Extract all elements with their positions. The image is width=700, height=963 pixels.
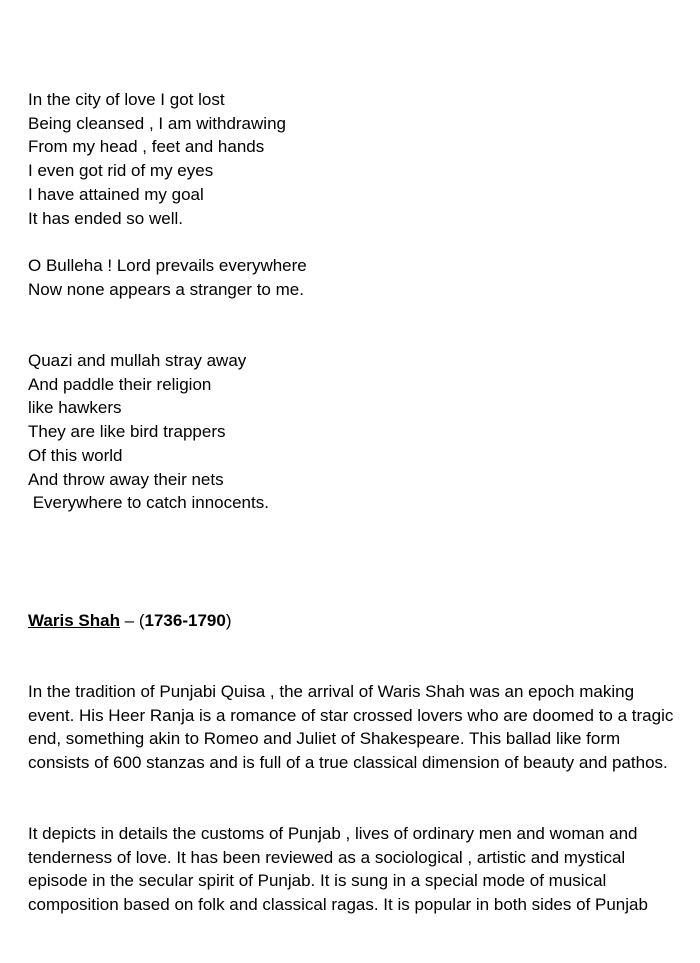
poem-line: like hawkers [28,398,122,418]
poem-line: And paddle their religion [28,374,212,394]
section-heading-name: Waris Shah [28,611,120,630]
poem-stanza-3 [28,349,269,515]
poem-line: It has ended so well. [28,208,183,228]
poem-stanza-2 [28,254,307,301]
poem-line: Of this world [28,445,123,465]
body-paragraph-1: In the tradition of Punjabi Quisa , the arrival of Waris Shah was an epoch making event. His Heer Ranja is a romance of star crossed lovers who are doomed to a tragic end, something akin to Romeo and Juliet of Shakespeare. This ballad like form consists of 600 stanzas and is full of a true classical dimension of beauty and pathos. [28,682,674,773]
poem-line: They are like bird trappers [28,422,226,442]
poem-stanza-1 [28,88,286,230]
poem-line: And throw away their nets [28,469,224,489]
section-heading-close: ) [225,611,232,630]
poem-line: Being cleansed , I am withdrawing [28,113,286,133]
section-heading-dash: – ( [119,611,145,630]
poem-line: Quazi and mullah stray away [28,351,247,370]
poem-line: In the city of love I got lost [28,90,225,109]
poem-line: Everywhere to catch innocents. [28,493,269,513]
body-paragraph-2: It depicts in details the customs of Punjab , lives of ordinary men and woman and tenderness of love. It has been reviewed as a sociological , artistic and mystical episode in the secular spirit of Punjab. It is sung in a special mode of musical composition based on folk and classical ragas. It is popular in both sides of Punjab [28,824,648,915]
section-heading [28,609,232,633]
poem-line: O Bulleha ! Lord prevails everywhere [28,256,307,275]
poem-line: I even got rid of my eyes [28,161,214,181]
section-heading-dates: 1736-1790 [144,611,226,630]
poem-line: From my head , feet and hands [28,137,265,157]
poem-line: Now none appears a stranger to me. [28,279,304,299]
poem-line: I have attained my goal [28,184,204,204]
